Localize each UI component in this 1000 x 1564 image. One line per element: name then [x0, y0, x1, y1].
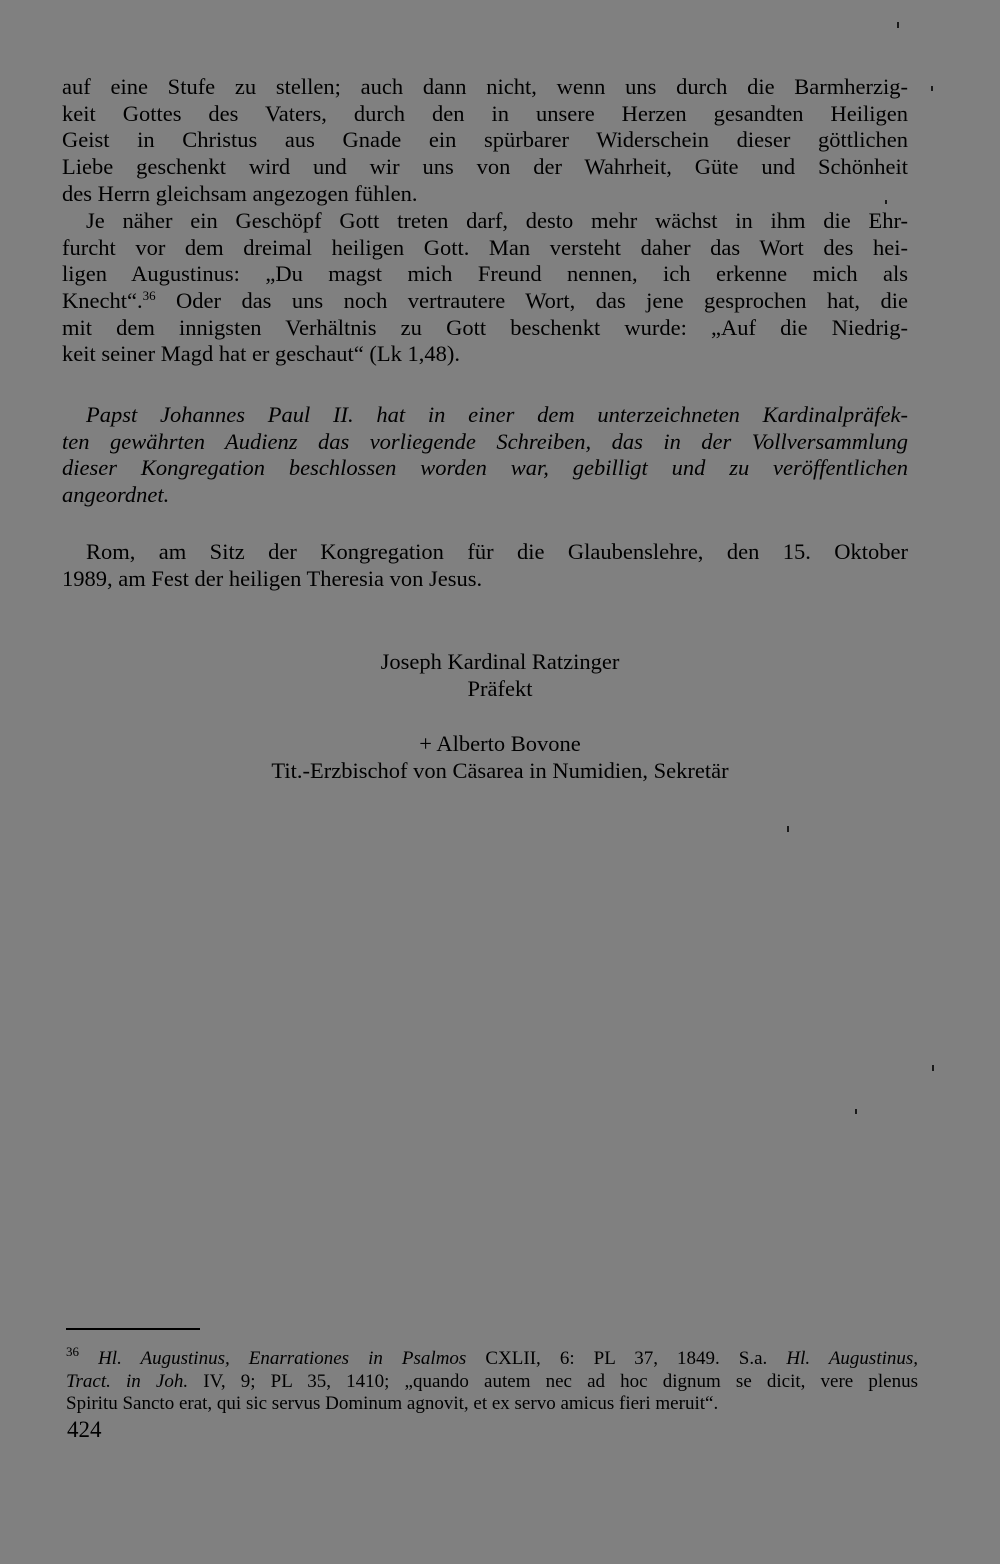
secretary-title: Tit.-Erzbischof von Cäsarea in Numidien, Sekretär [271, 758, 729, 783]
text-line: furcht vor dem dreimal heiligen Gott. Man versteht daher das Wort des hei- [62, 234, 908, 260]
prefect-name: Joseph Kardinal Ratzinger [380, 649, 620, 674]
text-segment: Hl. Augustinus, Enarrationes in Psalmos [98, 1348, 467, 1369]
text-line: des Herrn gleichsam angezogen fühlen. [62, 180, 418, 206]
footnote-36 [66, 1344, 919, 1416]
footnote-number: 36 [66, 1344, 79, 1359]
text-segment: Hl. Augustinus, [786, 1348, 919, 1369]
page-number: 424 [67, 1417, 102, 1442]
approval-paragraph [62, 402, 908, 509]
secretary-name: + Alberto Bovone [419, 731, 581, 756]
dateline-paragraph [62, 539, 908, 592]
text-line: keit seiner Magd hat er geschaut“ (Lk 1,48). [62, 341, 460, 367]
text-segment: Oder das uns noch vertrautere Wort, das jene gesprochen hat, die [155, 288, 908, 314]
signature-prefect [0, 648, 1000, 702]
footnote-line [66, 1371, 918, 1394]
body-paragraph-1 [62, 74, 908, 207]
footnote-line: Spiritu Sancto erat, qui sic servus Dominum agnovit, et ex servo amicus fieri meruit“. [66, 1393, 719, 1414]
footnote-reference: 36 [142, 288, 156, 304]
scan-speck [897, 22, 899, 28]
text-line: ten gewährten Audienz das vorliegende Schreiben, das in der Vollversammlung [62, 428, 908, 454]
scan-speck [787, 826, 789, 832]
text-line: ligen Augustinus: „Du magst mich Freund nennen, ich erkenne mich als [62, 261, 908, 287]
scan-speck [931, 86, 933, 91]
text-segment: CXLII, 6: PL 37, 1849. S.a. [466, 1348, 787, 1369]
text-line: dieser Kongregation beschlossen worden war, gebilligt und zu veröffentlichen [62, 455, 908, 481]
text-line: angeordnet. [62, 482, 170, 508]
text-line: Liebe geschenkt wird und wir uns von der Wahrheit, Güte und Schönheit [62, 154, 908, 180]
text-line: mit dem innigsten Verhältnis zu Gott beschenkt wurde: „Auf die Niedrig- [62, 314, 908, 340]
scan-speck [932, 1065, 934, 1071]
body-paragraph-2 [62, 208, 908, 368]
text-line: Papst Johannes Paul II. hat in einer dem unterzeichneten Kardinalpräfek- [86, 402, 908, 427]
scan-speck [855, 1109, 857, 1114]
text-line: auf eine Stufe zu stellen; auch dann nicht, wenn uns durch die Barmherzig- [62, 74, 908, 99]
text-line: Je näher ein Geschöpf Gott treten darf, desto mehr wächst in ihm die Ehr- [86, 208, 908, 233]
text-segment: IV, 9; PL 35, 1410; „quando autem nec ad hoc dignum se dicit, vere plenus [188, 1370, 918, 1392]
text-line [62, 288, 908, 315]
footnote-separator [66, 1328, 200, 1330]
text-line: 1989, am Fest der heiligen Theresia von Jesus. [62, 565, 483, 591]
text-line: Rom, am Sitz der Kongregation für die Glaubenslehre, den 15. Oktober [86, 539, 908, 564]
signature-secretary [0, 730, 1000, 784]
text-segment: Knecht“. [62, 288, 143, 314]
text-line: keit Gottes des Vaters, durch den in unsere Herzen gesandten Heiligen [62, 100, 908, 126]
text-line: Geist in Christus aus Gnade ein spürbarer Widerschein dieser göttlichen [62, 127, 908, 153]
prefect-title: Präfekt [467, 676, 533, 701]
text-segment: Tract. in Joh. [66, 1370, 189, 1392]
footnote-line [66, 1344, 919, 1371]
